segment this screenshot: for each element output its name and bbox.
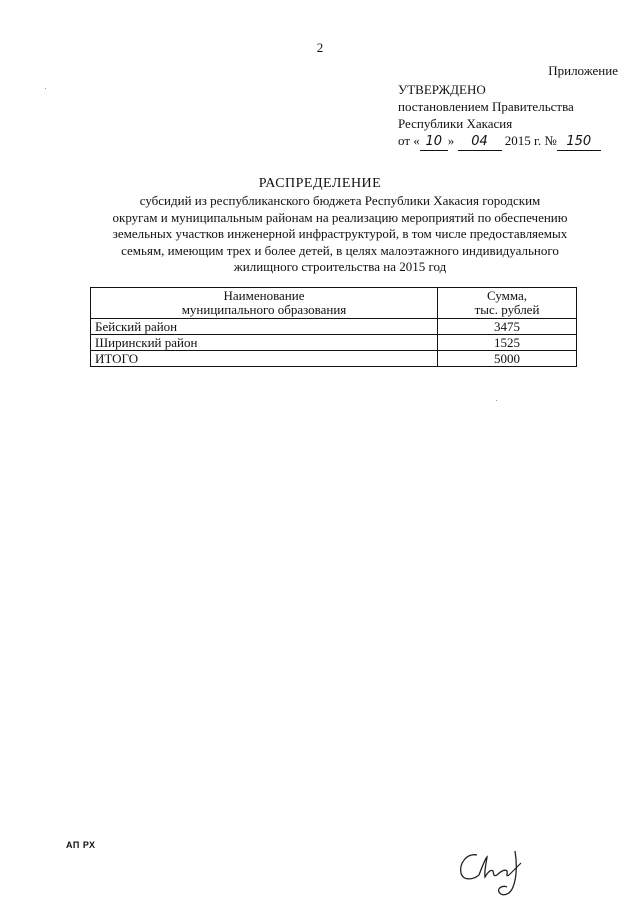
row-municipality: Бейский район — [91, 319, 438, 335]
row-municipality: Ширинский район — [91, 335, 438, 351]
page-number: 2 — [316, 40, 324, 55]
row-amount: 1525 — [438, 335, 577, 351]
document-title: РАСПРЕДЕЛЕНИЕ — [258, 176, 382, 191]
row-amount: 3475 — [438, 319, 577, 335]
subtitle-line: земельных участков инженерной инфраструктурой, в том числе предоставляемых — [112, 226, 568, 241]
subtitle-line: жилищного строительства на 2015 год — [233, 259, 447, 274]
date-year: 2015 г. № — [504, 133, 557, 148]
table-total-row — [91, 351, 577, 367]
signature-icon — [455, 845, 535, 905]
distribution-table — [90, 287, 577, 367]
table-row — [91, 335, 577, 351]
document-subtitle — [80, 193, 600, 276]
scan-speck — [45, 88, 46, 89]
header-amount — [438, 288, 577, 319]
subtitle-line: округам и муниципальным районам на реализацию мероприятий по обеспечению — [112, 209, 568, 225]
total-label: ИТОГО — [91, 351, 438, 367]
footer-code: АП РХ — [66, 840, 96, 850]
table-header-row — [91, 288, 577, 319]
approval-line-republic: Республики Хакасия — [398, 116, 513, 131]
header-amount-line1: Сумма, — [486, 288, 528, 303]
decree-number: 150 — [557, 133, 601, 151]
date-prefix: от « — [398, 133, 420, 148]
subtitle-line: семьям, имеющим трех и более детей, в целях малоэтажного индивидуального — [121, 242, 559, 258]
header-municipality-line2: муниципального образования — [181, 302, 347, 317]
header-amount-line2: тыс. рублей — [474, 302, 540, 317]
approval-block — [398, 81, 601, 151]
table-row — [91, 319, 577, 335]
header-municipality-line1: Наименование — [223, 288, 305, 303]
date-mid: » — [447, 133, 455, 148]
subtitle-line: субсидий из республиканского бюджета Республики Хакасия городским — [139, 193, 541, 208]
date-day: 10 — [420, 133, 448, 151]
approval-line-government: постановлением Правительства — [398, 99, 574, 114]
appendix-label: Приложение — [548, 63, 618, 78]
scan-speck — [496, 400, 497, 401]
date-month: 04 — [458, 133, 502, 151]
header-municipality — [91, 288, 438, 319]
approval-heading: УТВЕРЖДЕНО — [398, 82, 486, 97]
total-amount: 5000 — [438, 351, 577, 367]
approval-date-line — [398, 132, 601, 151]
